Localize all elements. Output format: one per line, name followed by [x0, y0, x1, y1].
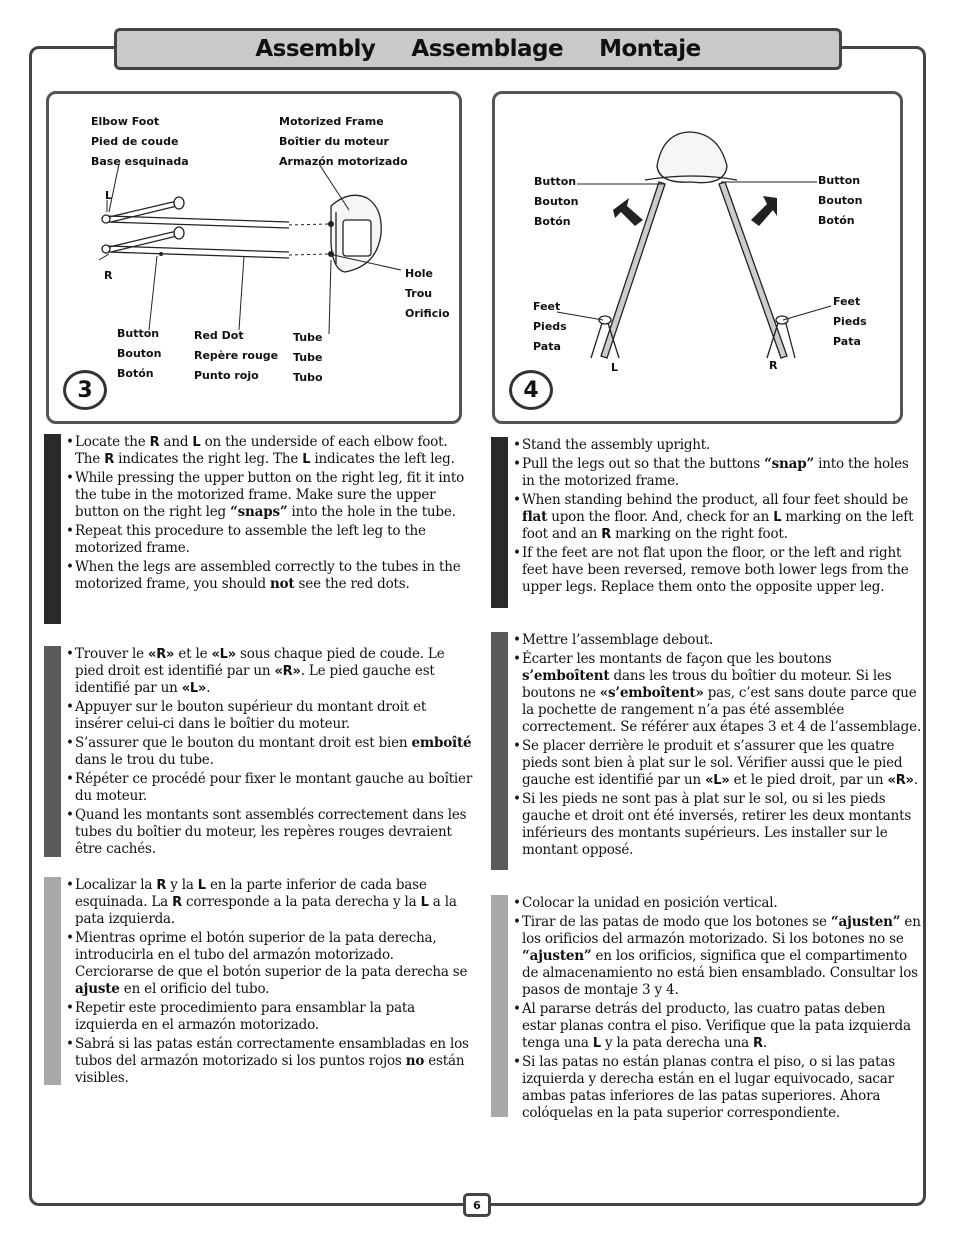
label-motorized-frame: Motorized Frame Boîtier du moteur Armazón motorizado [279, 115, 408, 168]
instruction-item: • Tirar de las patas de modo que los botones se “ajusten” en los orificios del armazón motorizado. Si los botones no se “ajusten” en los orificios, significa que el compartimento de almacenamiento no está bien ensamblado. Consultar los pasos de montaje 3 y 4. [513, 914, 921, 999]
step4-illustration-panel [492, 91, 903, 424]
language-bar-french [491, 632, 508, 870]
instruction-item: • While pressing the upper button on the right leg, fit it into the tube in the motorized frame. Make sure the upper button on the right leg “snaps” into the hole in the tube. [66, 470, 476, 521]
title-spanish: Montaje [599, 36, 701, 62]
instruction-item: • Trouver le «R» et le «L» sous chaque pied de coude. Le pied droit est identifié par un «R». Le pied gauche est identifié par un «L». [66, 646, 476, 697]
label-right-leg-marker: R [104, 269, 113, 282]
label-feet-left: Feet Pieds Pata [533, 300, 567, 353]
label-button: Button Bouton Botón [117, 327, 162, 380]
instruction-item: • If the feet are not flat upon the floor, or the left and right feet have been reversed, remove both lower legs from the upper legs. Replace them onto the opposite upper leg. [513, 545, 921, 596]
title-french: Assemblage [411, 36, 564, 62]
language-bar-spanish [44, 877, 61, 1085]
step-number-3: 3 [63, 370, 107, 410]
instructions-english-step3 [44, 434, 476, 624]
instruction-item: • Mettre l’assemblage debout. [513, 632, 921, 649]
instruction-item: • Pull the legs out so that the buttons “snap” into the holes in the motorized frame. [513, 456, 921, 490]
label-right-foot-marker: R [769, 359, 778, 372]
label-button-right: Button Bouton Botón [818, 174, 863, 227]
instruction-item: • Sabrá si las patas están correctamente ensambladas en los tubos del armazón motorizado si los puntos rojos no están visibles. [66, 1036, 476, 1087]
language-bar-english [44, 434, 61, 624]
instruction-item: • When the legs are assembled correctly to the tubes in the motorized frame, you should not see the red dots. [66, 559, 476, 593]
page-number: 6 [463, 1193, 491, 1217]
instruction-item: • Écarter les montants de façon que les boutons s’emboîtent dans les trous du boîtier du moteur. Si les boutons ne «s’emboîtent» pas, c’est sans doute parce que la pochette de rangement n’a pas été assemblée correctement. Se référer aux étapes 3 et 4 de l’assemblage. [513, 651, 921, 736]
instruction-item: • Si las patas no están planas contra el piso, o si las patas izquierda y derecha están en el lugar equivocado, sacar ambas patas inferiores de las patas superiores. Ahora colóquelas en la pata superior correspondiente. [513, 1054, 921, 1122]
title-english: Assembly [255, 36, 376, 62]
language-bar-french [44, 646, 61, 857]
language-bar-spanish [491, 895, 508, 1117]
instruction-item: • Si les pieds ne sont pas à plat sur le sol, ou si les pieds gauche et droit ont été inversés, retirer les deux montants inférieurs des montants supérieurs. Les installer sur le montant opposé. [513, 791, 921, 859]
language-bar-english [491, 437, 508, 608]
step3-illustration-panel [46, 91, 462, 424]
instructions-spanish-step4 [491, 895, 921, 1121]
instruction-item: • Colocar la unidad en posición vertical. [513, 895, 921, 912]
instruction-item: • Locate the R and L on the underside of each elbow foot. The R indicates the right leg. The L indicates the left leg. [66, 434, 476, 468]
label-elbow-foot: Elbow Foot Pied de coude Base esquinada [91, 115, 189, 168]
label-tube: Tube Tube Tubo [293, 331, 323, 384]
instruction-item: • Repetir este procedimiento para ensamblar la pata izquierda en el armazón motorizado. [66, 1000, 476, 1034]
label-left-leg-marker: L [105, 189, 113, 202]
instructions-spanish-step3 [44, 877, 476, 1085]
instruction-item: • Répéter ce procédé pour fixer le montant gauche au boîtier du moteur. [66, 771, 476, 805]
instruction-item: • Se placer derrière le produit et s’assurer que les quatre pieds sont bien à plat sur le sol. Vérifier aussi que le pied gauche est identifié par un «L» et le pied droit, par un «R». [513, 738, 921, 789]
instructions-french-step4 [491, 632, 921, 870]
instruction-item: • Al pararse detrás del producto, las cuatro patas deben estar planas contra el piso. Verifique que la pata izquierda tenga una L y la pata derecha una R. [513, 1001, 921, 1052]
label-left-foot-marker: L [611, 361, 619, 374]
instructions-french-step3 [44, 646, 476, 857]
instruction-item: • When standing behind the product, all four feet should be flat upon the floor. And, check for an L marking on the left foot and an R marking on the right foot. [513, 492, 921, 543]
instruction-item: • Repeat this procedure to assemble the left leg to the motorized frame. [66, 523, 476, 557]
label-feet-right: Feet Pieds Pata [833, 295, 867, 348]
instruction-item: • Localizar la R y la L en la parte inferior de cada base esquinada. La R corresponde a la pata derecha y la L a la pata izquierda. [66, 877, 476, 928]
instruction-item: • Quand les montants sont assemblés correctement dans les tubes du boîtier du moteur, les repères rouges devraient être cachés. [66, 807, 476, 858]
instructions-english-step4 [491, 437, 921, 608]
instruction-item: • Stand the assembly upright. [513, 437, 921, 454]
upright-assembly-illustration [495, 94, 900, 421]
label-button-left: Button Bouton Botón [534, 175, 579, 228]
label-hole: Hole Trou Orificio [405, 267, 450, 320]
title-bar [114, 28, 842, 70]
step-number-4: 4 [509, 370, 553, 410]
label-red-dot: Red Dot Repère rouge Punto rojo [194, 329, 279, 382]
instruction-item: • Mientras oprime el botón superior de la pata derecha, introducirla en el tubo del armazón motorizado. Cerciorarse de que el botón superior de la pata derecha se ajuste en el orificio del tubo. [66, 930, 476, 998]
instruction-item: • Appuyer sur le bouton supérieur du montant droit et insérer celui-ci dans le boîtier du moteur. [66, 699, 476, 733]
instruction-item: • S’assurer que le bouton du montant droit est bien emboîté dans le trou du tube. [66, 735, 476, 769]
